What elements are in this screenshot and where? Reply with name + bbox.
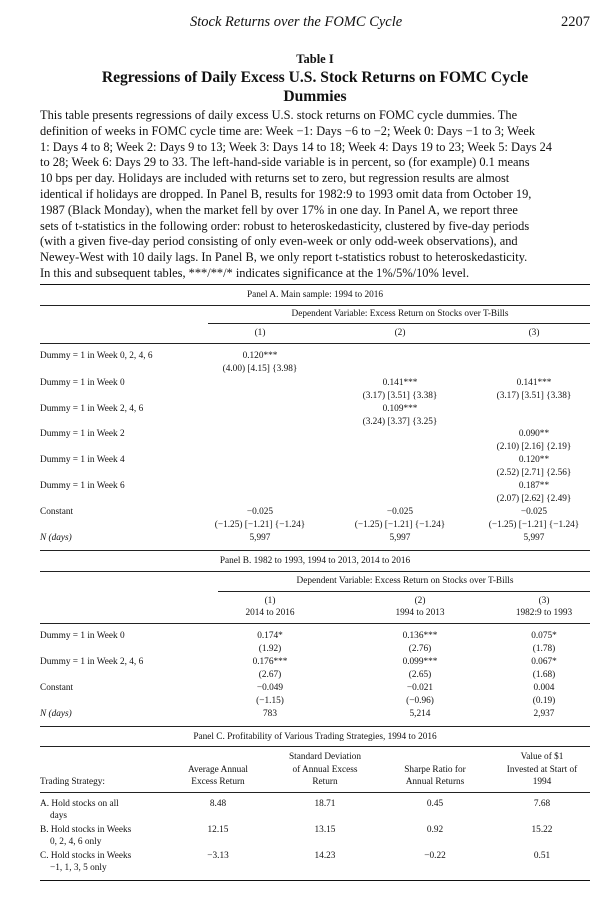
average-return: 12.15 xyxy=(207,825,229,835)
t-statistics: (3.17) [3.51] {3.38} xyxy=(362,391,438,401)
row-label: Dummy = 1 in Week 6 xyxy=(40,481,125,491)
panel-a-rule xyxy=(40,305,590,306)
row-label: Constant xyxy=(40,507,74,517)
coefficient: 0.004 xyxy=(533,683,555,693)
t-statistics: (−1.25) [−1.21] {−1.24} xyxy=(354,520,446,530)
strategy-label: A. Hold stocks on all xyxy=(40,799,119,809)
sharpe-ratio: −0.22 xyxy=(424,851,446,861)
strategy-label: B. Hold stocks in Weeks xyxy=(40,825,132,835)
value-of-dollar: 0.51 xyxy=(533,851,551,861)
panel-b-col-head: (1) xyxy=(264,596,276,606)
col-head-line: 1994 xyxy=(532,777,552,787)
table-label: Table I xyxy=(296,52,334,66)
value-of-dollar: 7.68 xyxy=(533,799,551,809)
strategy-head: Trading Strategy: xyxy=(40,777,105,787)
panel-a-title: Panel A. Main sample: 1994 to 2016 xyxy=(246,290,384,300)
t-statistics: (3.24) [3.37] {3.25} xyxy=(362,417,438,427)
coefficient: 0.075* xyxy=(531,631,557,641)
observation-count: 5,997 xyxy=(523,533,545,543)
panel-b-title: Panel B. 1982 to 1993, 1994 to 2013, 2014 to 2016 xyxy=(219,556,411,566)
row-label: Dummy = 1 in Week 2, 4, 6 xyxy=(40,657,144,667)
t-statistics: (−1.25) [−1.21] {−1.24} xyxy=(488,520,580,530)
panel-b-top-rule xyxy=(40,550,590,551)
coefficient: −0.049 xyxy=(256,683,284,693)
col-head-line: Annual Returns xyxy=(405,777,465,787)
running-title: Stock Returns over the FOMC Cycle xyxy=(190,14,403,30)
caption-line: (with a given five-day period consisting of only even-week or only odd-week observations), and xyxy=(40,234,518,249)
col-head-line: Return xyxy=(312,777,338,787)
strategy-label: C. Hold stocks in Weeks xyxy=(40,851,132,861)
panel-b-col-period: 2014 to 2016 xyxy=(245,608,295,618)
panel-c-title: Panel C. Profitability of Various Trading Strategies, 1994 to 2016 xyxy=(193,732,437,742)
panel-a-col-head: (1) xyxy=(254,328,266,338)
panel-a-dependent-variable: Dependent Variable: Excess Return on Stocks over T-Bills xyxy=(291,309,509,319)
t-statistic: (1.92) xyxy=(258,644,282,654)
col-head-line: Standard Deviation xyxy=(288,752,362,762)
coefficient: 0.120*** xyxy=(242,351,278,361)
caption-line: identical if holidays are dropped. In Panel B, results for 1982:9 to 1993 omit data from October 19, xyxy=(40,186,532,201)
caption-line: Newey-West with 10 daily lags. In Panel B, we only report t-statistics robust to heteroskedasticity. xyxy=(40,250,528,265)
std-dev: 18.71 xyxy=(314,799,336,809)
panel-b-rule xyxy=(40,571,590,572)
coefficient: −0.025 xyxy=(520,507,548,517)
panel-a-col-head: (2) xyxy=(394,328,406,338)
coefficient: 0.174* xyxy=(257,631,283,641)
coefficient: 0.090** xyxy=(518,429,550,439)
observation-count: 5,214 xyxy=(409,709,431,719)
t-statistic: (1.68) xyxy=(532,670,556,680)
average-return: 8.48 xyxy=(209,799,227,809)
t-statistic: (2.67) xyxy=(258,670,282,680)
coefficient: 0.109*** xyxy=(382,404,418,414)
table-title-line: Dummies xyxy=(283,88,347,105)
table-title xyxy=(40,68,590,106)
panel-c-top-rule xyxy=(40,726,590,727)
strategy-label: −1, 1, 3, 5 only xyxy=(50,863,107,873)
caption-line: 1: Days 4 to 8; Week 2: Days 9 to 13; Week 3: Days 14 to 18; Week 4: Days 19 to 23; Week 5: Days 24 xyxy=(40,139,552,154)
panel-b-head-rule xyxy=(40,623,590,624)
col-head-line: Average Annual xyxy=(188,765,248,775)
caption-line: definition of weeks in FOMC cycle time are: Week −1: Days −6 to −2; Week 0: Days −1 to 3; Week xyxy=(40,123,536,138)
caption-line: In this and subsequent tables, ***/**/* indicates significance at the 1%/5%/10% level. xyxy=(40,265,470,280)
running-header xyxy=(40,0,590,30)
panel-b-col-head: (2) xyxy=(414,596,426,606)
panel-b-dependent-variable: Dependent Variable: Excess Return on Stocks over T-Bills xyxy=(296,576,514,586)
page-number: 2207 xyxy=(561,14,590,30)
coefficient: −0.021 xyxy=(406,683,434,693)
table-bottom-rule xyxy=(40,880,590,881)
t-statistic: (1.78) xyxy=(532,644,556,654)
row-label: N (days) xyxy=(40,709,72,719)
sharpe-ratio: 0.45 xyxy=(426,799,444,809)
observation-count: 2,937 xyxy=(533,709,555,719)
row-label: Dummy = 1 in Week 0 xyxy=(40,631,125,641)
row-label: N (days) xyxy=(40,533,72,543)
caption-line: This table presents regressions of daily excess U.S. stock returns on FOMC cycle dummies. The xyxy=(40,108,518,122)
col-head-line: of Annual Excess xyxy=(292,765,358,775)
t-statistics: (2.10) [2.16] {2.19} xyxy=(496,442,572,452)
t-statistic: (0.19) xyxy=(532,696,556,706)
panel-b-col-period: 1994 to 2013 xyxy=(395,608,445,618)
panel-a-head-rule xyxy=(40,343,590,344)
observation-count: 783 xyxy=(263,709,277,719)
panel-c-head-rule xyxy=(40,792,590,793)
row-label: Dummy = 1 in Week 2 xyxy=(40,429,125,439)
journal-page xyxy=(40,0,590,873)
observation-count: 5,997 xyxy=(389,533,411,543)
t-statistics: (3.17) [3.51] {3.38} xyxy=(496,391,572,401)
col-head-line: Invested at Start of xyxy=(506,765,578,775)
std-dev: 14.23 xyxy=(314,851,336,861)
coefficient: −0.025 xyxy=(386,507,414,517)
coefficient: 0.141*** xyxy=(382,378,418,388)
t-statistics: (2.07) [2.62] {2.49} xyxy=(496,494,572,504)
observation-count: 5,997 xyxy=(249,533,271,543)
row-label: Dummy = 1 in Week 0, 2, 4, 6 xyxy=(40,351,153,361)
t-statistic: (−0.96) xyxy=(406,696,434,706)
panel-a-col-head: (3) xyxy=(528,328,540,338)
caption-line: to 28; Week 6: Days 29 to 33. The left-hand-side variable is in percent, so (for example) 0.1 means xyxy=(40,155,530,170)
panel-b-col-period: 1982:9 to 1993 xyxy=(515,608,573,618)
t-statistics: (2.52) [2.71] {2.56} xyxy=(496,468,572,478)
row-label: Dummy = 1 in Week 4 xyxy=(40,455,125,465)
t-statistic: (−1.15) xyxy=(256,696,284,706)
strategy-label: days xyxy=(50,811,68,821)
coefficient: 0.141*** xyxy=(516,378,552,388)
strategy-label: 0, 2, 4, 6 only xyxy=(50,837,102,847)
coefficient: 0.067* xyxy=(531,657,557,667)
row-label: Dummy = 1 in Week 2, 4, 6 xyxy=(40,404,144,414)
t-statistic: (2.65) xyxy=(408,670,432,680)
sharpe-ratio: 0.92 xyxy=(426,825,444,835)
table-caption xyxy=(40,108,590,282)
t-statistic: (2.76) xyxy=(408,644,432,654)
row-label: Constant xyxy=(40,683,74,693)
caption-line: 10 bps per day. Holidays are included with returns set to zero, but regression results are almost xyxy=(40,171,510,186)
caption-line: 1987 (Black Monday), when the market fell by over 17% in one day. In Panel A, we report three xyxy=(40,202,518,217)
coefficient: 0.099*** xyxy=(402,657,438,667)
panel-b-col-head: (3) xyxy=(538,596,550,606)
table-top-rule xyxy=(40,284,590,285)
table-title-line: Regressions of Daily Excess U.S. Stock Returns on FOMC Cycle xyxy=(101,69,529,86)
caption-line: sets of t-statistics in the following order: robust to heteroskedasticity, clustered by five-day periods xyxy=(40,218,530,233)
col-head-line: Excess Return xyxy=(191,777,245,787)
panel-c-rule xyxy=(40,746,590,747)
coefficient: −0.025 xyxy=(246,507,274,517)
coefficient: 0.176*** xyxy=(252,657,288,667)
col-head-line: Value of $1 xyxy=(520,752,564,762)
coefficient: 0.187** xyxy=(518,481,550,491)
panel-b-span-rule xyxy=(218,591,590,592)
coefficient: 0.120** xyxy=(518,455,550,465)
col-head-line: Sharpe Ratio for xyxy=(404,765,466,775)
value-of-dollar: 15.22 xyxy=(531,825,553,835)
t-statistics: (−1.25) [−1.21] {−1.24} xyxy=(214,520,306,530)
average-return: −3.13 xyxy=(207,851,229,861)
panel-a-span-rule xyxy=(208,323,590,324)
std-dev: 13.15 xyxy=(314,825,336,835)
t-statistics: (4.00) [4.15] {3.98} xyxy=(222,364,298,374)
coefficient: 0.136*** xyxy=(402,631,438,641)
row-label: Dummy = 1 in Week 0 xyxy=(40,378,125,388)
